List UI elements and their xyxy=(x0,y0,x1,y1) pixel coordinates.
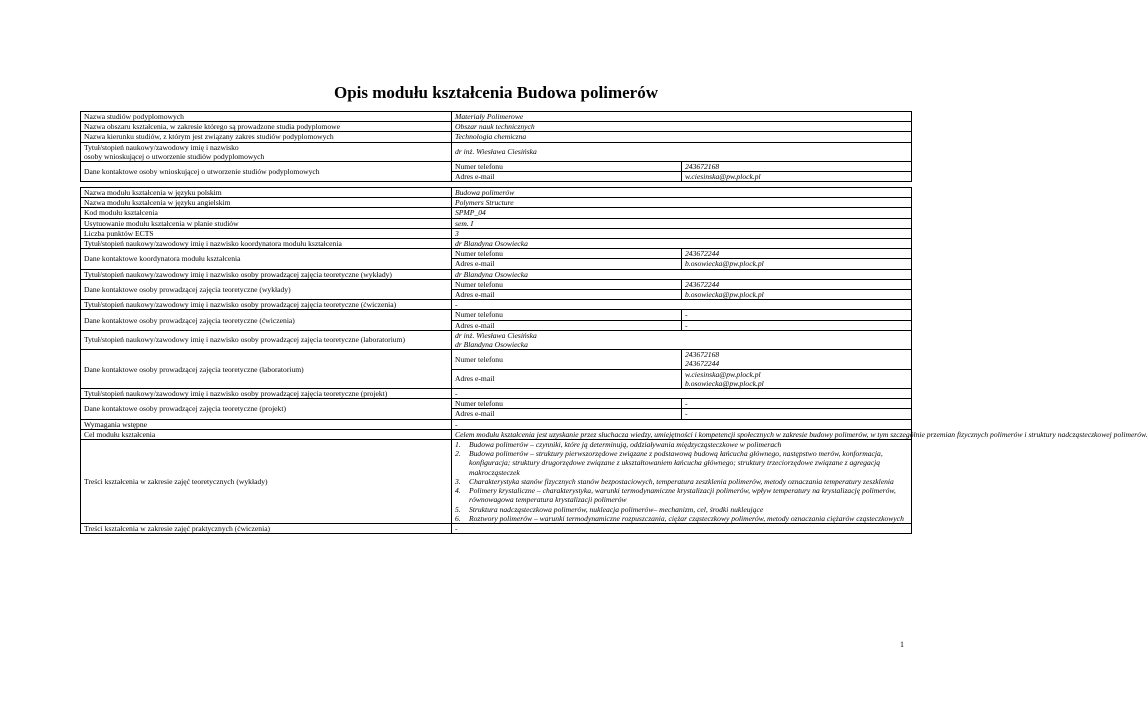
project-label: Tytuł/stopień naukowy/zawodowy imię i nazwisko osoby prowadzącej zajęcia teoretyczne (projekt) xyxy=(81,389,452,399)
table-row xyxy=(81,440,912,524)
table-row xyxy=(81,249,912,259)
theory-item-number: 4. xyxy=(455,486,461,496)
project-value: - xyxy=(452,389,912,399)
lab-contact-label: Dane kontaktowe osoby prowadzącej zajęcia teoretyczne (laboratorium) xyxy=(81,350,452,389)
table-row xyxy=(81,239,912,249)
lab-email-line: w.ciesinska@pw.plock.pl xyxy=(685,369,761,379)
module-en-value: Polymers Structure xyxy=(452,198,912,208)
table-row xyxy=(81,228,912,238)
theory-content-item xyxy=(455,505,908,514)
applicant-contact-label: Dane kontaktowe osoby wnioskującej o utworzenie studiów podyplomowych xyxy=(81,162,452,182)
theory-item-text: Charakterystyka stanów fizycznych stanów bezpostaciowych, temperatura zeszklenia polimerów, metody oznaczania temperatury zeszklenia xyxy=(469,476,894,486)
table-row xyxy=(81,142,912,161)
table-row xyxy=(81,330,912,349)
table-row xyxy=(81,419,912,429)
study-name-value: Materiały Polimerowe xyxy=(452,112,912,122)
applicant-label-line: Tytuł/stopień naukowy/zawodowy imię i nazwisko xyxy=(84,142,239,152)
requirements-label: Wymagania wstępne xyxy=(81,419,452,429)
applicant-phone: 243672168 xyxy=(682,162,912,172)
table-row xyxy=(81,112,912,122)
coordinator-label: Tytuł/stopień naukowy/zawodowy imię i nazwisko koordynatora modułu kształcenia xyxy=(81,239,452,249)
module-pl-value: Budowa polimerów xyxy=(452,188,912,198)
lab-phone-line: 243672244 xyxy=(685,359,720,369)
theory-item-number: 3. xyxy=(455,476,461,486)
placement-label: Usytuowanie modułu kształcenia w planie studiów xyxy=(81,218,452,228)
applicant-email: w.ciesinska@pw.plock.pl xyxy=(682,172,912,182)
applicant-value: dr inż. Wiesława Ciesińska xyxy=(452,142,912,161)
study-info-table xyxy=(80,111,912,182)
coordinator-value: dr Blandyna Osowiecka xyxy=(452,239,912,249)
theory-content-list xyxy=(455,440,908,523)
phone-label: Numer telefonu xyxy=(452,310,682,320)
applicant-label xyxy=(81,142,452,161)
study-name-label: Nazwa studiów podyplomowych xyxy=(81,112,452,122)
theory-item-number: 5. xyxy=(455,504,461,514)
requirements-value: - xyxy=(452,419,912,429)
lab-phone xyxy=(682,350,912,369)
email-label: Adres e-mail xyxy=(452,409,682,419)
practice-content-label: Treści kształcenia w zakresie zajęć praktycznych (ćwiczenia) xyxy=(81,523,452,533)
phone-label: Numer telefonu xyxy=(452,350,682,369)
lab-value-line: dr Blandyna Osowiecka xyxy=(455,340,528,350)
phone-label: Numer telefonu xyxy=(452,279,682,289)
phone-label: Numer telefonu xyxy=(452,399,682,409)
project-email: - xyxy=(682,409,912,419)
ects-value: 3 xyxy=(452,228,912,238)
theory-item-number: 2. xyxy=(455,449,461,459)
lab-email xyxy=(682,369,912,388)
theory-content-item xyxy=(455,449,908,477)
theory-item-text: Roztwory polimerów – warunki termodynamiczne rozpuszczania, ciężar cząsteczkowy polimerów, metody oznaczania ciężarów cząsteczkowych xyxy=(469,513,904,523)
practice-content-value: - xyxy=(452,523,912,533)
theory-content-value xyxy=(452,440,912,524)
lecture-email: b.osowiecka@pw.plock.pl xyxy=(682,290,912,300)
module-info-table xyxy=(80,187,1147,534)
theory-content-item xyxy=(455,440,908,449)
theory-content-label: Treści kształcenia w zakresie zajęć teoretycznych (wykłady) xyxy=(81,440,452,524)
theory-item-number: 6. xyxy=(455,513,461,523)
table-row xyxy=(81,429,912,439)
phone-label: Numer telefonu xyxy=(452,249,682,259)
lecture-label: Tytuł/stopień naukowy/zawodowy imię i nazwisko osoby prowadzącej zajęcia teoretyczne (wykłady) xyxy=(81,269,452,279)
lab-phone-line: 243672168 xyxy=(685,350,720,360)
theory-item-number: 1. xyxy=(455,440,461,450)
lecture-contact-label: Dane kontaktowe osoby prowadzącej zajęcia teoretyczne (wykłady) xyxy=(81,279,452,299)
field-name-value: Technologia chemiczna xyxy=(452,132,912,142)
placement-value: sem. I xyxy=(452,218,912,228)
phone-label: Numer telefonu xyxy=(452,162,682,172)
table-row xyxy=(81,188,912,198)
theory-content-item xyxy=(455,477,908,486)
ects-label: Liczba punktów ECTS xyxy=(81,228,452,238)
email-label: Adres e-mail xyxy=(452,320,682,330)
coordinator-phone: 243672244 xyxy=(682,249,912,259)
coordinator-email: b.osowiecka@pw.plock.pl xyxy=(682,259,912,269)
exercise-value: - xyxy=(452,300,912,310)
lab-value xyxy=(452,330,912,349)
table-row xyxy=(81,279,912,289)
area-name-value: Obszar nauk technicznych xyxy=(452,122,912,132)
goal-label: Cel modułu kształcenia xyxy=(81,429,452,439)
table-row xyxy=(81,269,912,279)
lecture-phone: 243672244 xyxy=(682,279,912,289)
email-label: Adres e-mail xyxy=(452,369,682,388)
project-phone: - xyxy=(682,399,912,409)
module-code-label: Kod modułu kształcenia xyxy=(81,208,452,218)
table-row xyxy=(81,399,912,409)
theory-content-item xyxy=(455,514,908,523)
module-en-label: Nazwa modułu kształcenia w języku angielskim xyxy=(81,198,452,208)
email-label: Adres e-mail xyxy=(452,172,682,182)
goal-value: Celem modułu kształcenia jest uzyskanie przez słuchacza wiedzy, umiejętności i kompetencji społecznych w zakresie budowy polimerów, w tym szczególnie przemian fizycznych polimerów i struktury nadcząsteczkowej polimerów. xyxy=(452,429,912,439)
exercise-contact-label: Dane kontaktowe osoby prowadzącej zajęcia teoretyczne (ćwiczenia) xyxy=(81,310,452,330)
lab-email-line: b.osowiecka@pw.plock.pl xyxy=(685,378,764,388)
field-name-label: Nazwa kierunku studiów, z którym jest związany zakres studiów podyplomowych xyxy=(81,132,452,142)
table-row xyxy=(81,350,912,369)
email-label: Adres e-mail xyxy=(452,259,682,269)
lab-value-line: dr inż. Wiesława Ciesińska xyxy=(455,330,537,340)
lab-label: Tytuł/stopień naukowy/zawodowy imię i nazwisko osoby prowadzącej zajęcia teoretyczne (laboratorium) xyxy=(81,330,452,349)
project-contact-label: Dane kontaktowe osoby prowadzącej zajęcia teoretyczne (projekt) xyxy=(81,399,452,419)
table-row xyxy=(81,122,912,132)
exercise-email: - xyxy=(682,320,912,330)
page-title: Opis modułu kształcenia Budowa polimerów xyxy=(334,83,658,102)
table-row xyxy=(81,208,912,218)
theory-item-text: Polimery krystaliczne – charakterystyka, warunki termodynamiczne krystalizacji polimerów, wpływ temperatury na krystalizację polimerów, równowagowa temperatura krystalizacji polimerów xyxy=(469,486,896,505)
module-pl-label: Nazwa modułu kształcenia w języku polskim xyxy=(81,188,452,198)
exercise-label: Tytuł/stopień naukowy/zawodowy imię i nazwisko osoby prowadzącej zajęcia teoretyczne (ćwiczenia) xyxy=(81,300,452,310)
table-row xyxy=(81,300,912,310)
page-number: 1 xyxy=(900,640,904,649)
module-code-value: SPMP_04 xyxy=(452,208,912,218)
theory-item-text: Struktura nadcząsteczkowa polimerów, nukleacja polimerów– mechanizm, cel, środki nukleujące xyxy=(469,504,764,514)
table-row xyxy=(81,162,912,172)
table-row xyxy=(81,198,912,208)
theory-item-text: Budowa polimerów – czynniki, które ją determinują, oddziaływania międzycząsteczkowe w polimerach xyxy=(469,440,782,450)
table-row xyxy=(81,132,912,142)
exercise-phone: - xyxy=(682,310,912,320)
email-label: Adres e-mail xyxy=(452,290,682,300)
theory-content-item xyxy=(455,486,908,504)
area-name-label: Nazwa obszaru kształcenia, w zakresie którego są prowadzone studia podyplomowe xyxy=(81,122,452,132)
table-row xyxy=(81,389,912,399)
lecture-value: dr Blandyna Osowiecka xyxy=(452,269,912,279)
coordinator-contact-label: Dane kontaktowe koordynatora modułu kształcenia xyxy=(81,249,452,269)
table-row xyxy=(81,310,912,320)
theory-item-text: Budowa polimerów – struktury pierwszorzędowe związane z podstawową budową łańcucha głównego, następstwo merów, konformacja, konfiguracja; struktury drugorzędowe związane z ukształtowaniem łańcucha głównego; struktury trzeciorzędowe związane z agregacją makrocząsteczek xyxy=(469,449,883,477)
table-row xyxy=(81,523,912,533)
table-row xyxy=(81,218,912,228)
applicant-label-line: osoby wnioskującej o utworzenie studiów podyplomowych xyxy=(84,151,265,161)
